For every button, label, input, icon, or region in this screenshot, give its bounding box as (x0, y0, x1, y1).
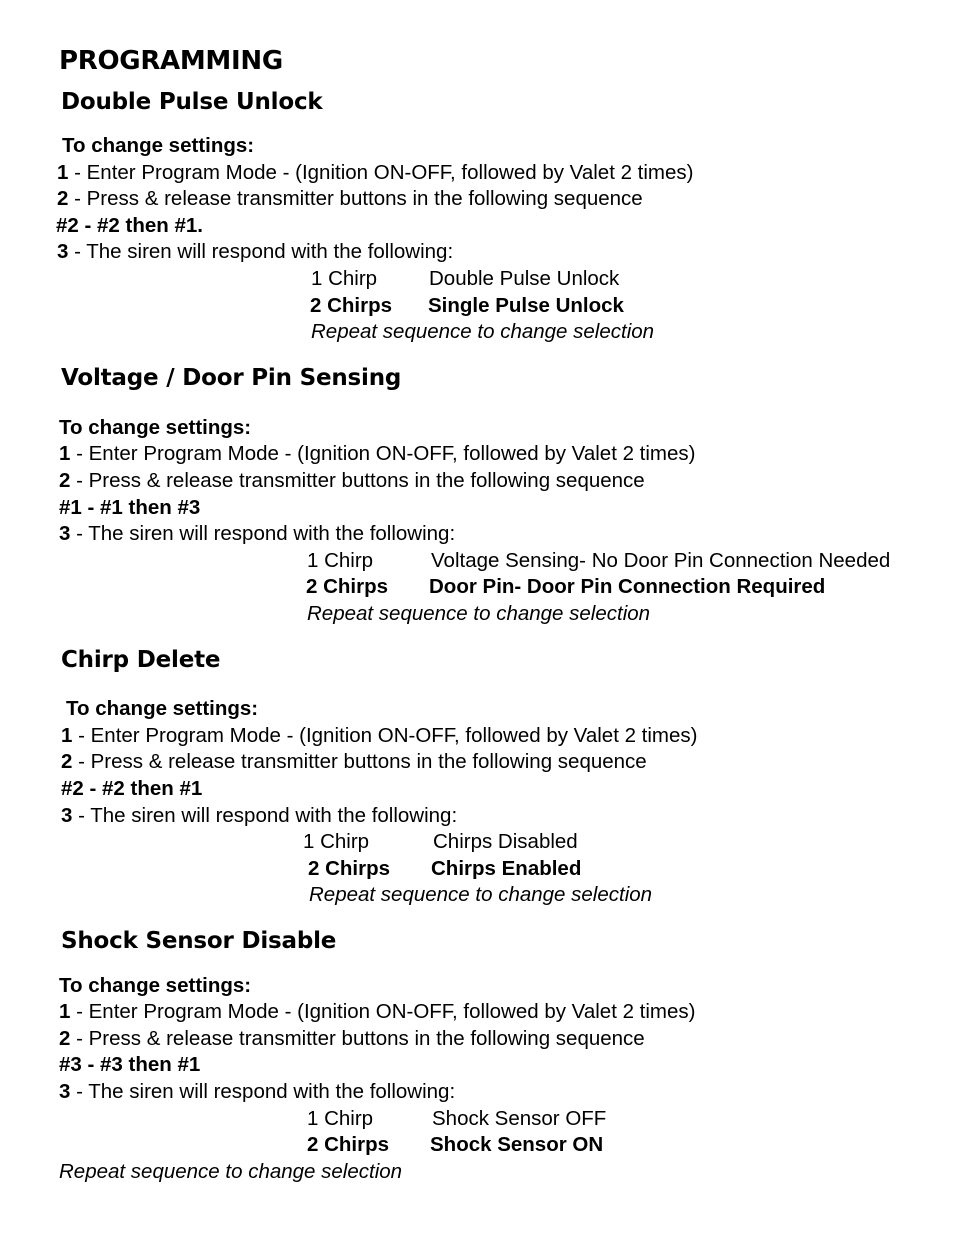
two-chirps-label: 2 Chirps (307, 1133, 390, 1156)
step-1 (61, 724, 698, 748)
step-3 (57, 240, 453, 264)
repeat-note: Repeat sequence to change selection (307, 602, 651, 625)
step-2 (59, 469, 645, 493)
step-2 (61, 750, 647, 774)
button-sequence: #1 - #1 then #3 (59, 496, 201, 519)
step-number: 1 (57, 161, 69, 184)
one-chirp-label: 1 Chirp (307, 1107, 374, 1130)
step-2 (59, 1027, 645, 1051)
page-title: PROGRAMMING (59, 46, 283, 76)
step-number: 3 (61, 804, 73, 827)
step-text: - Enter Program Mode - (Ignition ON-OFF, followed by Valet 2 times) (72, 724, 698, 747)
one-chirp-label: 1 Chirp (307, 549, 374, 572)
step-1 (59, 442, 696, 466)
button-sequence: #2 - #2 then #1. (56, 214, 203, 237)
step-number: 2 (61, 750, 73, 773)
button-sequence: #3 - #3 then #1 (59, 1053, 201, 1076)
step-text: - The siren will respond with the following: (70, 522, 456, 545)
option-1-text: Chirps Disabled (433, 830, 578, 853)
step-text: - Enter Program Mode - (Ignition ON-OFF, followed by Valet 2 times) (70, 442, 696, 465)
to-change-label: To change settings: (59, 974, 252, 997)
step-text: - Enter Program Mode - (Ignition ON-OFF, followed by Valet 2 times) (70, 1000, 696, 1023)
to-change-label: To change settings: (62, 134, 255, 157)
step-number: 2 (59, 469, 71, 492)
repeat-note: Repeat sequence to change selection (59, 1160, 403, 1183)
step-text: - Enter Program Mode - (Ignition ON-OFF, followed by Valet 2 times) (68, 161, 694, 184)
one-chirp-label: 1 Chirp (303, 830, 370, 853)
repeat-note: Repeat sequence to change selection (311, 320, 655, 343)
step-3 (59, 522, 455, 546)
option-2-text: Shock Sensor ON (430, 1133, 604, 1156)
step-1 (57, 161, 694, 185)
step-number: 3 (57, 240, 69, 263)
step-number: 1 (59, 1000, 71, 1023)
option-2-text: Door Pin- Door Pin Connection Required (429, 575, 826, 598)
two-chirps-label: 2 Chirps (308, 857, 391, 880)
step-3 (59, 1080, 455, 1104)
step-number: 3 (59, 522, 71, 545)
option-2-text: Single Pulse Unlock (428, 294, 624, 317)
step-text: - Press & release transmitter buttons in the following sequence (72, 750, 647, 773)
section-heading: Voltage / Door Pin Sensing (61, 365, 402, 391)
step-3 (61, 804, 457, 828)
step-text: - The siren will respond with the following: (72, 804, 458, 827)
step-2 (57, 187, 643, 211)
one-chirp-label: 1 Chirp (311, 267, 378, 290)
step-number: 1 (59, 442, 71, 465)
section-heading: Double Pulse Unlock (61, 89, 323, 115)
option-2-text: Chirps Enabled (431, 857, 582, 880)
section-heading: Chirp Delete (61, 647, 221, 673)
option-1-text: Double Pulse Unlock (429, 267, 620, 290)
repeat-note: Repeat sequence to change selection (309, 883, 653, 906)
step-text: - Press & release transmitter buttons in the following sequence (70, 1027, 645, 1050)
button-sequence: #2 - #2 then #1 (61, 777, 203, 800)
option-1-text: Voltage Sensing- No Door Pin Connection Needed (431, 549, 891, 572)
to-change-label: To change settings: (59, 416, 252, 439)
step-number: 2 (57, 187, 69, 210)
two-chirps-label: 2 Chirps (306, 575, 389, 598)
to-change-label: To change settings: (66, 697, 259, 720)
option-1-text: Shock Sensor OFF (432, 1107, 607, 1130)
section-heading: Shock Sensor Disable (61, 928, 337, 954)
step-number: 3 (59, 1080, 71, 1103)
step-text: - The siren will respond with the following: (70, 1080, 456, 1103)
step-number: 1 (61, 724, 73, 747)
step-number: 2 (59, 1027, 71, 1050)
two-chirps-label: 2 Chirps (310, 294, 393, 317)
step-text: - The siren will respond with the following: (68, 240, 454, 263)
step-text: - Press & release transmitter buttons in the following sequence (70, 469, 645, 492)
step-1 (59, 1000, 696, 1024)
step-text: - Press & release transmitter buttons in the following sequence (68, 187, 643, 210)
